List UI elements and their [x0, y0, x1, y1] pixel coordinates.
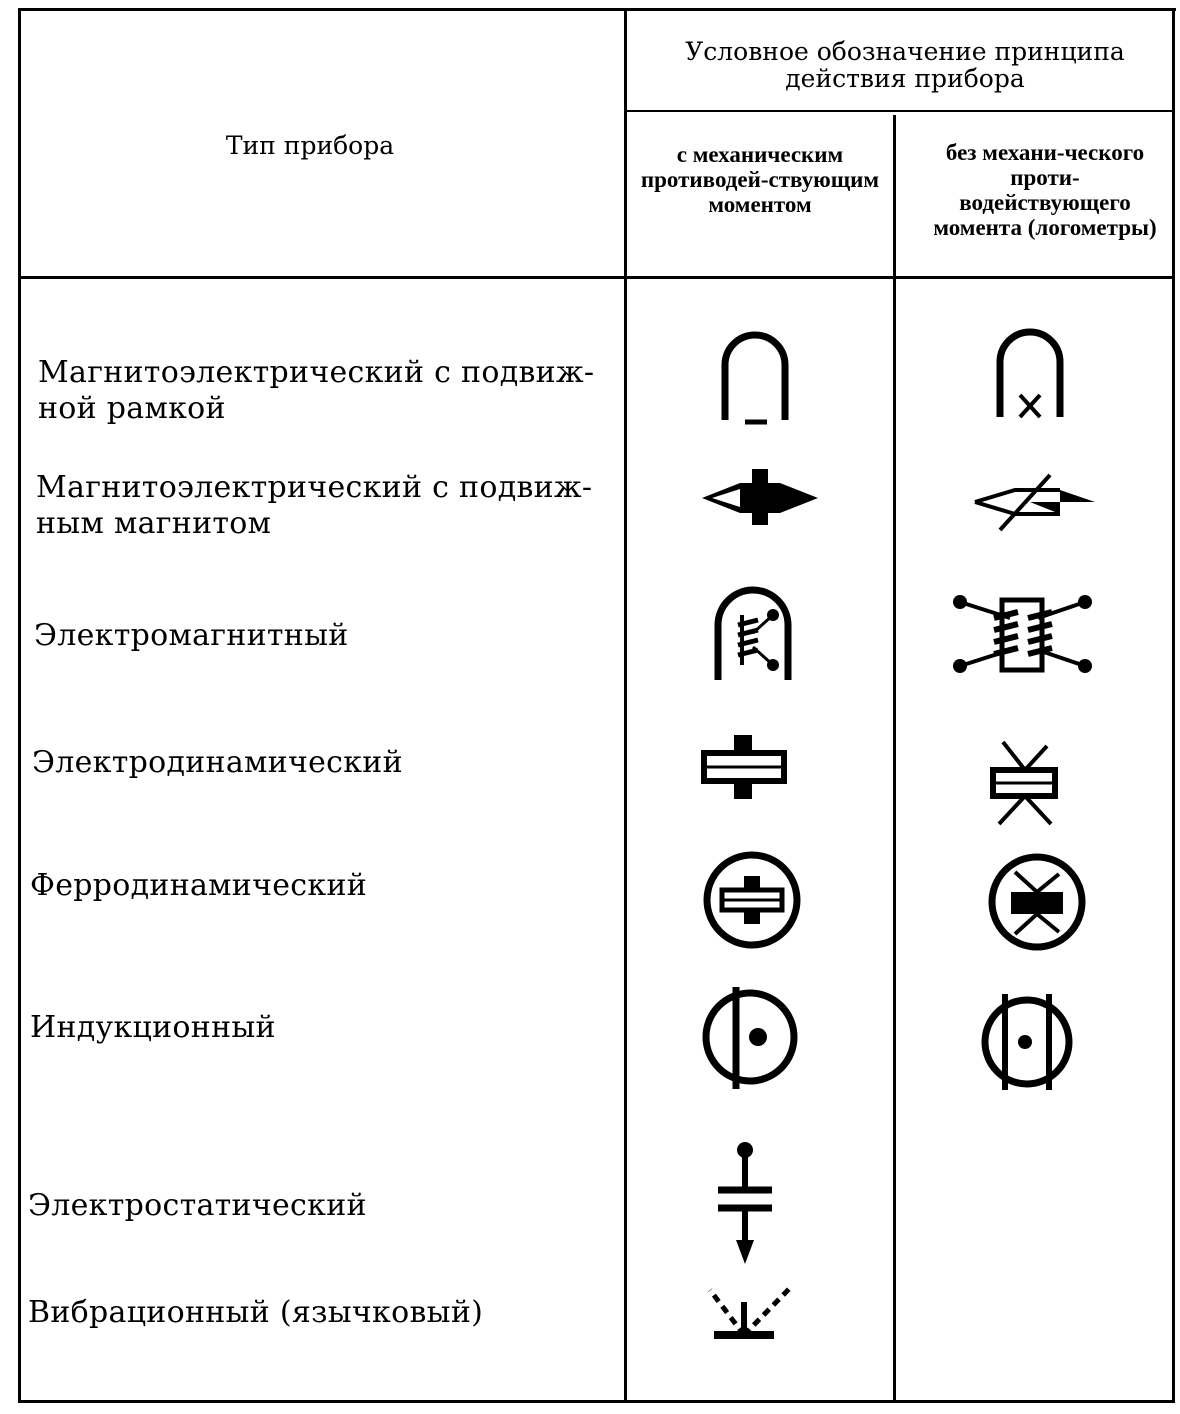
induction-icon	[698, 985, 803, 1090]
row-label-7: Электростатический	[28, 1188, 367, 1223]
electrodynamic-icon	[700, 733, 790, 803]
row-label-6: Индукционный	[30, 1010, 276, 1045]
ferrodynamic-ratiometer-icon	[985, 850, 1090, 955]
row-label-8: Вибрационный (язычковый)	[28, 1295, 484, 1330]
ferrodynamic-icon	[700, 848, 805, 953]
row-label-1: Магнитоэлектрический с подвиж-ной рамкой	[38, 355, 595, 426]
table-border-bottom	[18, 1400, 1175, 1403]
magnetoelectric-moving-magnet-icon	[700, 465, 820, 530]
row-label-4: Электродинамический	[32, 745, 403, 780]
header-bottom-rule	[18, 276, 1175, 279]
principle-group-header: Условное обозначение принципа действия прибора	[685, 37, 1125, 93]
electrostatic-icon	[710, 1140, 780, 1280]
column-divider-sub	[893, 115, 896, 1403]
col-with-moment-header: с механическим противодей-ствующим моментом	[640, 142, 880, 217]
magnetoelectric-moving-coil-ratiometer-icon	[990, 325, 1070, 425]
col-without-moment-header: без механи-ческого проти-водействующего момента (логометры)	[933, 140, 1157, 240]
table-border-left	[18, 8, 21, 1403]
header-subdivider	[627, 110, 1173, 112]
electromagnetic-ratiometer-icon	[950, 590, 1095, 680]
row-label-2: Магнитоэлектрический с подвиж-ным магнитом	[36, 470, 593, 541]
row-label-5: Ферродинамический	[30, 868, 368, 903]
induction-ratiometer-icon	[975, 990, 1080, 1095]
table-border-top	[18, 8, 1176, 11]
magnetoelectric-moving-magnet-ratiometer-icon	[970, 470, 1100, 535]
table-border-right	[1172, 8, 1175, 1403]
electrodynamic-ratiometer-icon	[985, 738, 1065, 828]
type-column-header: Тип прибора	[225, 131, 395, 160]
vibration-reed-icon	[700, 1280, 800, 1345]
electromagnetic-icon	[708, 585, 798, 685]
column-divider-main	[624, 8, 627, 1403]
magnetoelectric-moving-coil-icon	[715, 330, 795, 430]
row-label-3: Электромагнитный	[34, 618, 349, 653]
